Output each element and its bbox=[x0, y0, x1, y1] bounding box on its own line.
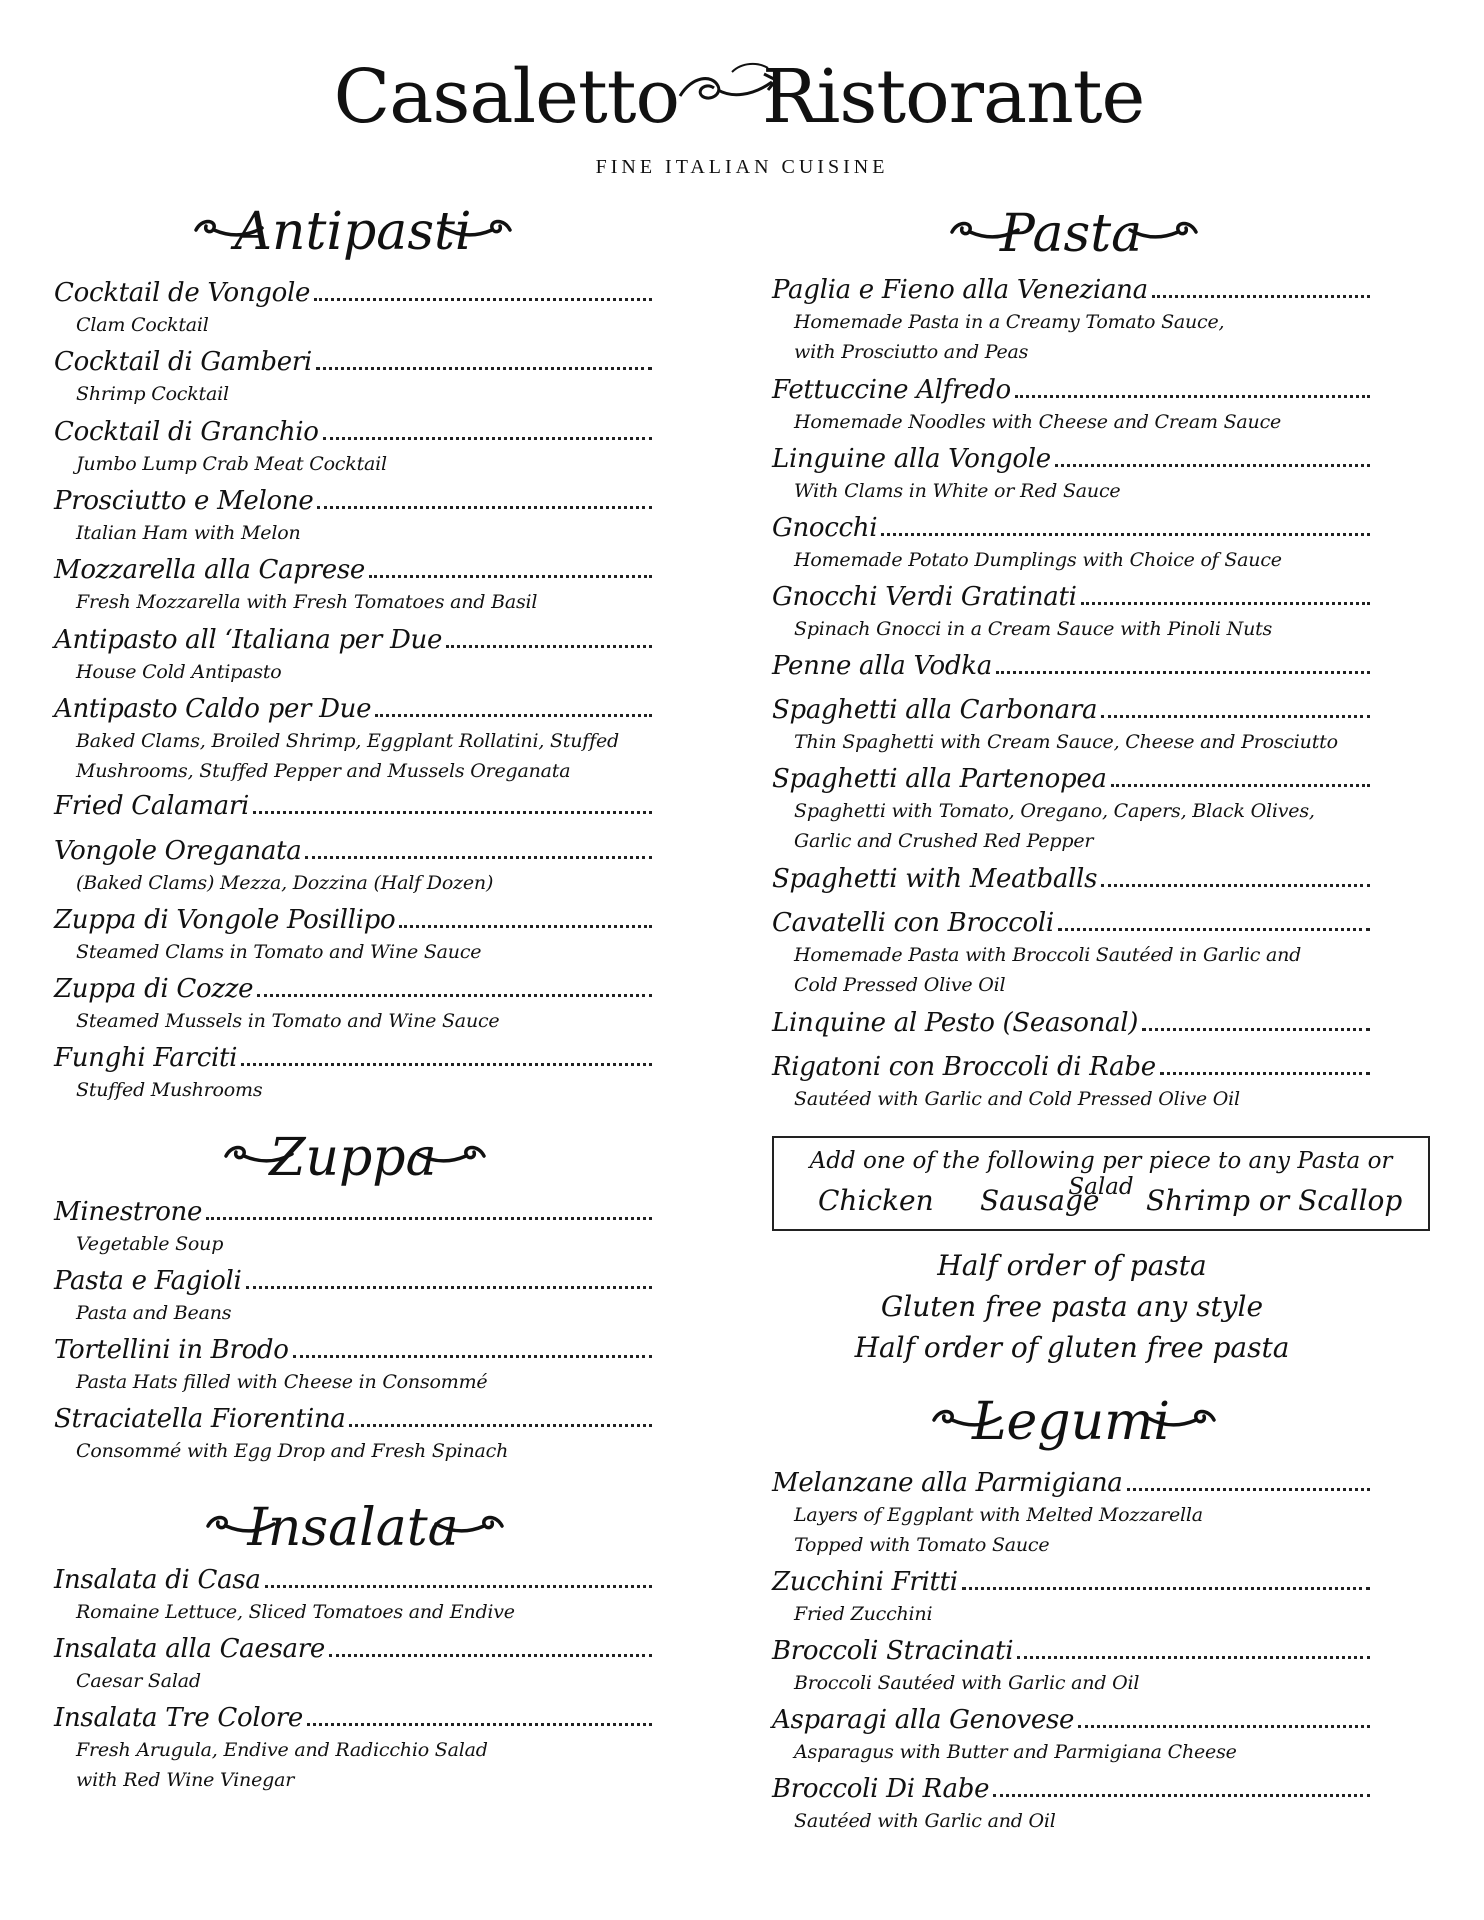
menu-item bbox=[54, 834, 652, 898]
menu-item bbox=[772, 373, 1370, 437]
menu-item bbox=[54, 692, 652, 786]
menu-item-line bbox=[54, 789, 652, 823]
dot-leader bbox=[293, 1355, 652, 1358]
menu-item-description: Baked Clams, Broiled Shrimp, Eggplant Rollatini, Stuffed bbox=[76, 730, 619, 752]
dot-leader bbox=[257, 994, 652, 997]
menu-item-description: (Baked Clams) Mezza, Dozzina (Half Dozen) bbox=[76, 872, 494, 894]
menu-item bbox=[54, 553, 652, 617]
menu-item bbox=[772, 1050, 1370, 1114]
menu-item-description: Caesar Salad bbox=[76, 1670, 201, 1692]
extra-line: Gluten free pasta any style bbox=[880, 1290, 1264, 1323]
menu-item-line bbox=[54, 972, 652, 1006]
menu-item-line bbox=[54, 1701, 652, 1735]
menu-item-description: with Red Wine Vinegar bbox=[76, 1769, 295, 1791]
menu-item-name: Penne alla Vodka bbox=[772, 651, 992, 681]
menu-item-line bbox=[772, 442, 1370, 476]
menu-item-name: Insalata Tre Colore bbox=[54, 1703, 303, 1733]
menu-item-line bbox=[54, 345, 652, 379]
menu-item bbox=[54, 415, 652, 479]
menu-item bbox=[54, 1701, 652, 1795]
menu-item-name: Fettuccine Alfredo bbox=[772, 375, 1011, 405]
menu-item bbox=[772, 1703, 1370, 1767]
menu-item-description: Vegetable Soup bbox=[76, 1233, 224, 1255]
menu-item-line bbox=[772, 1006, 1370, 1040]
extra-line: Half order of pasta bbox=[937, 1249, 1207, 1282]
menu-item-name: Zucchini Fritti bbox=[772, 1567, 958, 1597]
menu-item-description: Mushrooms, Stuffed Pepper and Mussels Oreganata bbox=[76, 760, 571, 782]
section-heading-zuppa bbox=[54, 1124, 652, 1194]
menu-item-line bbox=[54, 692, 652, 726]
menu-item-description: House Cold Antipasto bbox=[76, 661, 282, 683]
menu-item-line bbox=[54, 1195, 652, 1229]
menu-item-name: Broccoli Stracinati bbox=[772, 1636, 1014, 1666]
dot-leader bbox=[1058, 928, 1370, 931]
addons-box bbox=[772, 1136, 1430, 1231]
menu-item-description: Pasta Hats filled with Cheese in Consommé bbox=[76, 1371, 488, 1393]
menu-item-name: Straciatella Fiorentina bbox=[54, 1404, 346, 1434]
menu-item bbox=[772, 442, 1370, 506]
flourish-right-icon bbox=[442, 216, 514, 244]
menu-item-line bbox=[54, 623, 652, 657]
menu-item-line bbox=[772, 862, 1370, 896]
menu-item-line bbox=[772, 693, 1370, 727]
section-title: Antipasti bbox=[234, 202, 472, 262]
menu-item bbox=[772, 1634, 1370, 1698]
dot-leader bbox=[1017, 1656, 1370, 1659]
addon-option: Sausage bbox=[980, 1184, 1100, 1217]
menu-item-line bbox=[772, 1050, 1370, 1084]
menu-item-name: Melanzane alla Parmigiana bbox=[772, 1468, 1123, 1498]
menu-item bbox=[772, 511, 1370, 575]
dot-leader bbox=[1160, 1072, 1370, 1075]
menu-item bbox=[54, 1402, 652, 1466]
menu-item-line bbox=[54, 1402, 652, 1436]
dot-leader bbox=[317, 506, 652, 509]
menu-item bbox=[772, 580, 1370, 644]
logo-name-left: Casaletto bbox=[333, 54, 679, 140]
menu-item-line bbox=[772, 906, 1370, 940]
menu-item-line bbox=[54, 276, 652, 310]
menu-item-line bbox=[772, 762, 1370, 796]
dot-leader bbox=[241, 1063, 652, 1066]
dot-leader bbox=[375, 714, 652, 717]
menu-item bbox=[54, 1563, 652, 1627]
dot-leader bbox=[881, 533, 1370, 536]
dot-leader bbox=[1101, 715, 1370, 718]
addon-option: Chicken bbox=[818, 1184, 934, 1217]
menu-item bbox=[54, 1195, 652, 1259]
dot-leader bbox=[1111, 784, 1370, 787]
menu-item-description: Jumbo Lump Crab Meat Cocktail bbox=[76, 453, 387, 475]
menu-item-name: Cocktail de Vongole bbox=[54, 278, 311, 308]
menu-item-line bbox=[54, 553, 652, 587]
dot-leader bbox=[369, 575, 652, 578]
menu-item-description: with Prosciutto and Peas bbox=[794, 341, 1029, 363]
menu-item-line bbox=[54, 903, 652, 937]
menu-item-description: Sautéed with Garlic and Cold Pressed Olive Oil bbox=[794, 1088, 1240, 1110]
menu-item-description: Pasta and Beans bbox=[76, 1302, 232, 1324]
menu-item-line bbox=[772, 373, 1370, 407]
menu-item-line bbox=[54, 1041, 652, 1075]
menu-item-name: Cocktail di Gamberi bbox=[54, 347, 312, 377]
dot-leader bbox=[206, 1217, 652, 1220]
dot-leader bbox=[329, 1654, 652, 1657]
menu-item-line bbox=[54, 484, 652, 518]
menu-item bbox=[54, 276, 652, 340]
menu-item-description: Homemade Noodles with Cheese and Cream Sauce bbox=[794, 411, 1282, 433]
menu-item-description: Fresh Arugula, Endive and Radicchio Salad bbox=[76, 1739, 488, 1761]
menu-item bbox=[772, 693, 1370, 757]
dot-leader bbox=[253, 811, 652, 814]
menu-item-line bbox=[54, 834, 652, 868]
menu-item-line bbox=[772, 511, 1370, 545]
menu-item-name: Cavatelli con Broccoli bbox=[772, 908, 1054, 938]
menu-item-name: Asparagi alla Genovese bbox=[772, 1705, 1075, 1735]
menu-item bbox=[772, 762, 1370, 856]
menu-item-name: Prosciutto e Melone bbox=[54, 486, 314, 516]
menu-item-name: Zuppa di Cozze bbox=[54, 974, 254, 1004]
menu-item-line bbox=[772, 649, 1370, 683]
menu-item bbox=[772, 906, 1370, 1000]
menu-item-name: Spaghetti with Meatballs bbox=[772, 864, 1098, 894]
dot-leader bbox=[1127, 1488, 1371, 1491]
menu-item bbox=[772, 1466, 1370, 1560]
dot-leader bbox=[265, 1585, 652, 1588]
menu-item bbox=[772, 273, 1370, 367]
menu-item bbox=[54, 903, 652, 967]
menu-item bbox=[54, 1632, 652, 1696]
menu-item-name: Paglia e Fieno alla Veneziana bbox=[772, 275, 1148, 305]
menu-item-name: Linguine alla Vongole bbox=[772, 444, 1051, 474]
dot-leader bbox=[962, 1587, 1370, 1590]
menu-item-name: Antipasto all ‘Italiana per Due bbox=[54, 625, 443, 655]
dot-leader bbox=[1015, 395, 1370, 398]
dot-leader bbox=[1081, 602, 1370, 605]
tagline: FINE ITALIAN CUISINE bbox=[595, 156, 889, 178]
section-title: Insalata bbox=[247, 1498, 459, 1558]
menu-item-name: Broccoli Di Rabe bbox=[772, 1774, 990, 1804]
menu-item-description: Sautéed with Garlic and Oil bbox=[794, 1810, 1056, 1832]
menu-item-description: Fresh Mozzarella with Fresh Tomatoes and Basil bbox=[76, 591, 538, 613]
menu-item-description: Spaghetti with Tomato, Oregano, Capers, Black Olives, bbox=[794, 800, 1315, 822]
section-title: Legumi bbox=[971, 1392, 1171, 1452]
menu-item bbox=[772, 1772, 1370, 1836]
menu-item bbox=[54, 1333, 652, 1397]
menu-item-line bbox=[54, 1333, 652, 1367]
menu-item-description: Cold Pressed Olive Oil bbox=[794, 974, 1006, 996]
menu-item-description: Homemade Pasta in a Creamy Tomato Sauce, bbox=[794, 311, 1225, 333]
menu-item-description: Homemade Pasta with Broccoli Sautéed in Garlic and bbox=[794, 944, 1302, 966]
dot-leader bbox=[246, 1286, 652, 1289]
menu-item-line bbox=[54, 1264, 652, 1298]
menu-item bbox=[772, 649, 1370, 683]
menu-item bbox=[772, 862, 1370, 896]
menu-item-description: Stuffed Mushrooms bbox=[76, 1079, 263, 1101]
menu-item-name: Insalata alla Caesare bbox=[54, 1634, 325, 1664]
dot-leader bbox=[399, 925, 652, 928]
flourish-right-icon bbox=[434, 1512, 506, 1540]
section-heading-legumi bbox=[772, 1388, 1370, 1458]
dot-leader bbox=[323, 437, 652, 440]
menu-item-line bbox=[772, 1703, 1370, 1737]
section-heading-pasta bbox=[772, 200, 1370, 270]
flourish-right-icon bbox=[416, 1142, 488, 1170]
menu-item bbox=[772, 1565, 1370, 1629]
menu-item bbox=[54, 345, 652, 409]
menu-item-description: Layers of Eggplant with Melted Mozzarella bbox=[794, 1504, 1203, 1526]
menu-item-name: Mozzarella alla Caprese bbox=[54, 555, 365, 585]
dot-leader bbox=[446, 645, 652, 648]
menu-item-description: With Clams in White or Red Sauce bbox=[794, 480, 1121, 502]
menu-item bbox=[772, 1006, 1370, 1040]
menu-item bbox=[54, 789, 652, 823]
dot-leader bbox=[1142, 1028, 1370, 1031]
pasta-extras bbox=[772, 1245, 1372, 1368]
menu-item-name: Gnocchi bbox=[772, 513, 878, 543]
menu-item-description: Consommé with Egg Drop and Fresh Spinach bbox=[76, 1440, 509, 1462]
dot-leader bbox=[307, 1723, 652, 1726]
section-heading-insalata bbox=[54, 1494, 652, 1564]
menu-item-line bbox=[772, 1772, 1370, 1806]
restaurant-logo bbox=[0, 44, 1484, 178]
menu-item-line bbox=[772, 1634, 1370, 1668]
dot-leader bbox=[1078, 1725, 1370, 1728]
menu-item-name: Linquine al Pesto (Seasonal) bbox=[772, 1008, 1139, 1038]
menu-item-description: Romaine Lettuce, Sliced Tomatoes and Endive bbox=[76, 1601, 515, 1623]
menu-item-description: Topped with Tomato Sauce bbox=[794, 1534, 1050, 1556]
menu-item-name: Funghi Farciti bbox=[54, 1043, 238, 1073]
menu-item-line bbox=[54, 415, 652, 449]
menu-item-description: Clam Cocktail bbox=[76, 314, 209, 336]
menu-item-name: Fried Calamari bbox=[54, 791, 249, 821]
menu-item-description: Garlic and Crushed Red Pepper bbox=[794, 830, 1094, 852]
menu-item-description: Steamed Clams in Tomato and Wine Sauce bbox=[76, 941, 482, 963]
section-heading-antipasti bbox=[54, 198, 652, 268]
menu-item-name: Cocktail di Granchio bbox=[54, 417, 319, 447]
menu-item-description: Asparagus with Butter and Parmigiana Cheese bbox=[794, 1741, 1237, 1763]
menu-item-line bbox=[772, 1466, 1370, 1500]
dot-leader bbox=[1152, 295, 1370, 298]
menu-item bbox=[54, 484, 652, 548]
flourish-right-icon bbox=[1146, 1406, 1218, 1434]
menu-item-description: Shrimp Cocktail bbox=[76, 383, 229, 405]
dot-leader bbox=[1055, 464, 1370, 467]
menu-item-description: Fried Zucchini bbox=[794, 1603, 933, 1625]
dot-leader bbox=[349, 1424, 652, 1427]
dot-leader bbox=[996, 671, 1370, 674]
menu-item-name: Minestrone bbox=[54, 1197, 203, 1227]
menu-item bbox=[54, 1041, 652, 1105]
menu-item-name: Antipasto Caldo per Due bbox=[54, 694, 372, 724]
menu-item-name: Rigatoni con Broccoli di Rabe bbox=[772, 1052, 1156, 1082]
dot-leader bbox=[305, 856, 652, 859]
menu-item bbox=[54, 972, 652, 1036]
menu-item-name: Spaghetti alla Carbonara bbox=[772, 695, 1098, 725]
menu-item-description: Steamed Mussels in Tomato and Wine Sauce bbox=[76, 1010, 500, 1032]
dot-leader bbox=[1101, 884, 1370, 887]
dot-leader bbox=[314, 298, 652, 301]
menu-item-description: Homemade Potato Dumplings with Choice of Sauce bbox=[794, 549, 1282, 571]
menu-item-line bbox=[772, 1565, 1370, 1599]
menu-item-line bbox=[772, 273, 1370, 307]
logo-name-right: Ristorante bbox=[762, 54, 1145, 140]
section-title: Zuppa bbox=[269, 1128, 437, 1188]
menu-item-description: Broccoli Sautéed with Garlic and Oil bbox=[794, 1672, 1140, 1694]
menu-item bbox=[54, 623, 652, 687]
section-title: Pasta bbox=[999, 204, 1143, 264]
addons-title: Add one of the following per piece to any Pasta or Salad bbox=[809, 1148, 1393, 1200]
dot-leader bbox=[316, 367, 652, 370]
extra-line: Half order of gluten free pasta bbox=[854, 1331, 1290, 1364]
menu-item-name: Spaghetti alla Partenopea bbox=[772, 764, 1107, 794]
menu-item-name: Tortellini in Brodo bbox=[54, 1335, 289, 1365]
menu-item-description: Spinach Gnocci in a Cream Sauce with Pinoli Nuts bbox=[794, 618, 1273, 640]
menu-item-description: Thin Spaghetti with Cream Sauce, Cheese and Prosciutto bbox=[794, 731, 1338, 753]
flourish-right-icon bbox=[1128, 218, 1200, 246]
menu-item-description: Italian Ham with Melon bbox=[76, 522, 301, 544]
menu-item-line bbox=[54, 1563, 652, 1597]
addon-option: Shrimp or Scallop bbox=[1146, 1184, 1403, 1217]
menu-item bbox=[54, 1264, 652, 1328]
menu-item-name: Zuppa di Vongole Posillipo bbox=[54, 905, 396, 935]
menu-item-name: Pasta e Fagioli bbox=[54, 1266, 242, 1296]
menu-item-name: Insalata di Casa bbox=[54, 1565, 261, 1595]
menu-item-name: Gnocchi Verdi Gratinati bbox=[772, 582, 1077, 612]
menu-item-name: Vongole Oreganata bbox=[54, 836, 302, 866]
menu-item-line bbox=[772, 580, 1370, 614]
menu-item-line bbox=[54, 1632, 652, 1666]
dot-leader bbox=[993, 1794, 1370, 1797]
